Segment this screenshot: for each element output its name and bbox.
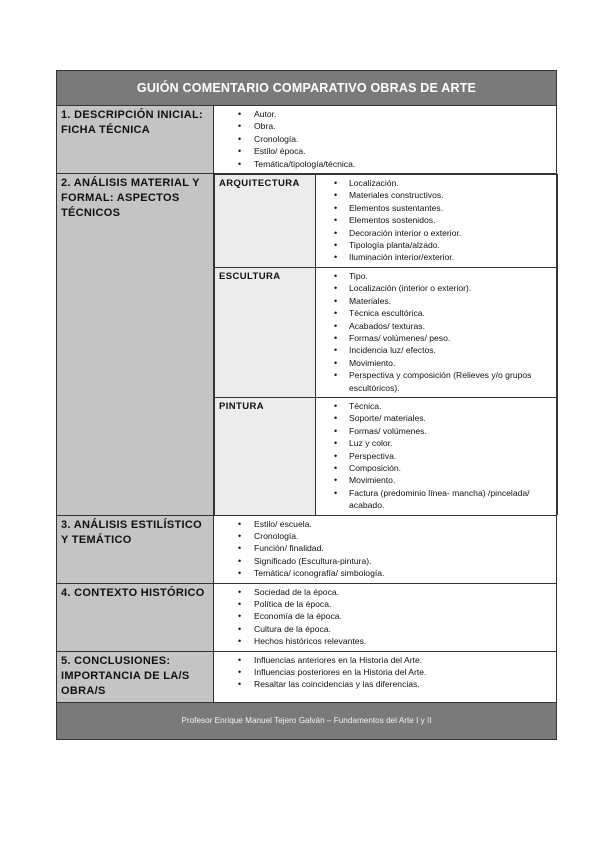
bullet-item: • Factura (predominio línea- mancha) /pincelada/ acabado. [316, 487, 557, 512]
section-label-4: 4. CONTEXTO HISTÓRICO [57, 583, 214, 651]
bullet-item: • Materiales. [316, 295, 557, 307]
subsection-row-escultura [215, 267, 558, 397]
bullet-item: • Luz y color. [316, 437, 557, 449]
bullet-item: • Estilo/ escuela. [214, 518, 556, 530]
technical-subtable [214, 174, 558, 515]
bullet-item: • Influencias posteriores en la Historia del Arte. [214, 666, 556, 678]
bullet-item: • Formas/ volúmenes/ peso. [316, 332, 557, 344]
section-row-1 [57, 106, 557, 174]
subsection-content-arquitectura [316, 175, 558, 268]
bullet-item: • Temática/ iconografía/ simbología. [214, 567, 556, 579]
bullet-item: • Política de la época. [214, 598, 556, 610]
bullet-item: • Hechos históricos relevantes. [214, 635, 556, 647]
bullet-item: • Cronología. [214, 133, 556, 145]
subsection-content-pintura [316, 397, 558, 514]
document-page [56, 70, 556, 740]
bullet-item: • Técnica escultórica. [316, 307, 557, 319]
bullet-item: • Movimiento. [316, 474, 557, 486]
bullet-item: • Cronología. [214, 530, 556, 542]
subsection-row-pintura [215, 397, 558, 514]
bullet-item: • Economía de la época. [214, 610, 556, 622]
bullet-item: • Cultura de la época. [214, 623, 556, 635]
bullet-item: • Sociedad de la época. [214, 586, 556, 598]
section-row-5 [57, 651, 557, 702]
section-content-1 [214, 106, 557, 174]
section-row-4 [57, 583, 557, 651]
bullet-item: • Composición. [316, 462, 557, 474]
bullet-item: • Obra. [214, 120, 556, 132]
bullet-list [214, 652, 556, 694]
section-content-2 [214, 174, 557, 516]
bullet-item: • Significado (Escultura-pintura). [214, 555, 556, 567]
subsection-label-arquitectura: ARQUITECTURA [215, 175, 316, 268]
section-row-3 [57, 515, 557, 583]
bullet-item: • Incidencia luz/ efectos. [316, 344, 557, 356]
bullet-item: • Formas/ volúmenes. [316, 425, 557, 437]
bullet-list [214, 584, 556, 651]
bullet-item: • Materiales constructivos. [316, 189, 557, 201]
bullet-item: • Influencias anteriores en la Historia del Arte. [214, 654, 556, 666]
bullet-item: • Tipología planta/alzado. [316, 239, 557, 251]
bullet-list [316, 175, 557, 267]
bullet-item: • Elementos sustentantes. [316, 202, 557, 214]
section-row-2 [57, 174, 557, 516]
section-content-5 [214, 651, 557, 702]
bullet-item: • Función/ finalidad. [214, 542, 556, 554]
footer-credit: Profesor Enrique Manuel Tejero Galván – Fundamentos del Arte I y II [57, 702, 557, 739]
subsection-content-escultura [316, 267, 558, 397]
section-content-4 [214, 583, 557, 651]
bullet-list [214, 106, 556, 173]
bullet-item: • Soporte/ materiales. [316, 412, 557, 424]
bullet-list [316, 268, 557, 397]
bullet-item: • Decoración interior o exterior. [316, 227, 557, 239]
bullet-list [316, 398, 557, 515]
section-content-3 [214, 515, 557, 583]
bullet-item: • Tipo. [316, 270, 557, 282]
subsection-label-escultura: ESCULTURA [215, 267, 316, 397]
section-label-2: 2. ANÁLISIS MATERIAL Y FORMAL: ASPECTOS TÉCNICOS [57, 174, 214, 516]
commentary-table [56, 70, 557, 740]
bullet-list [214, 516, 556, 583]
bullet-item: • Localización. [316, 177, 557, 189]
bullet-item: • Iluminación interior/exterior. [316, 251, 557, 263]
bullet-item: • Técnica. [316, 400, 557, 412]
bullet-item: • Elementos sostenidos. [316, 214, 557, 226]
bullet-item: • Perspectiva. [316, 450, 557, 462]
bullet-item: • Estilo/ época. [214, 145, 556, 157]
subsection-label-pintura: PINTURA [215, 397, 316, 514]
bullet-item: • Temática/tipología/técnica. [214, 158, 556, 170]
section-label-3: 3. ANÁLISIS ESTILÍSTICO Y TEMÁTICO [57, 515, 214, 583]
document-title: GUIÓN COMENTARIO COMPARATIVO OBRAS DE ARTE [57, 71, 557, 106]
bullet-item: • Acabados/ texturas. [316, 320, 557, 332]
subsection-row-arquitectura [215, 175, 558, 268]
bullet-item: • Resaltar las coincidencias y las diferencias. [214, 678, 556, 690]
section-label-1: 1. DESCRIPCIÓN INICIAL: FICHA TÉCNICA [57, 106, 214, 174]
section-label-5: 5. CONCLUSIONES: IMPORTANCIA DE LA/S OBRA/S [57, 651, 214, 702]
bullet-item: • Localización (interior o exterior). [316, 282, 557, 294]
bullet-item: • Perspectiva y composición (Relieves y/o grupos escultóricos). [316, 369, 557, 394]
bullet-item: • Movimiento. [316, 357, 557, 369]
bullet-item: • Autor. [214, 108, 556, 120]
